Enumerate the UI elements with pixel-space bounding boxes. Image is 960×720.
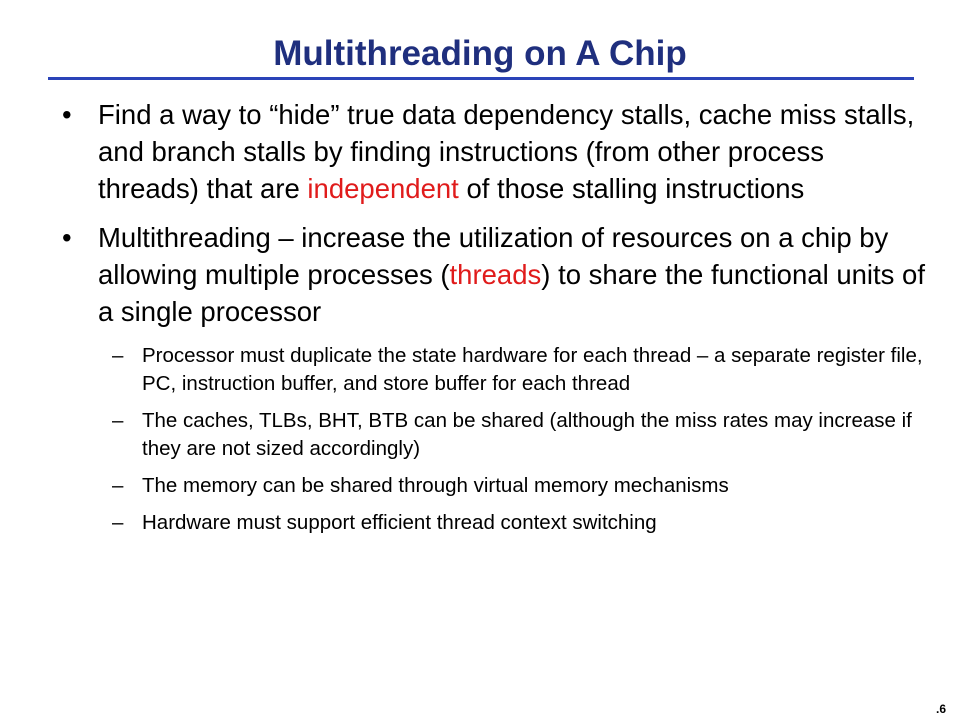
slide-title: Multithreading on A Chip xyxy=(273,34,687,73)
slide-content xyxy=(58,96,928,546)
sub-bullet-text: The caches, TLBs, BHT, BTB can be shared (although the miss rates may increase if they are not sized accordingly) xyxy=(142,409,912,460)
sub-bullet-text: The memory can be shared through virtual memory mechanisms xyxy=(142,474,729,497)
bullet-icon: • xyxy=(62,99,72,130)
sub-bullet-item xyxy=(58,342,928,398)
dash-icon: – xyxy=(112,511,124,534)
sub-bullet-item xyxy=(58,509,928,537)
dash-icon: – xyxy=(112,474,124,497)
bullet-item xyxy=(58,96,928,207)
sub-bullet-text: Processor must duplicate the state hardware for each thread – a separate register file, PC, instruction buffer, and store buffer for each thread xyxy=(142,344,923,395)
highlight-text: threads xyxy=(449,259,542,290)
bullet-text: Find a way to “hide” true data dependency stalls, cache miss stalls, and branch stalls by finding instructions (from other process threads) that are xyxy=(98,99,915,204)
bullet-item xyxy=(58,219,928,330)
sub-bullet-item xyxy=(58,472,928,500)
bullet-text: Multithreading – increase the utilization of resources on a chip by allowing multiple processes ( xyxy=(98,222,889,290)
bullet-text-tail: ) to share the functional units of a single processor xyxy=(98,259,925,327)
highlight-text: independent xyxy=(307,173,459,204)
page-number: .6 xyxy=(935,702,946,716)
dash-icon: – xyxy=(112,409,124,432)
sub-bullet-item xyxy=(58,407,928,463)
bullet-text-tail: of those stalling instructions xyxy=(458,173,805,204)
dash-icon: – xyxy=(112,344,124,367)
bullet-icon: • xyxy=(62,222,72,253)
title-underline xyxy=(48,77,914,80)
sub-bullet-text: Hardware must support efficient thread context switching xyxy=(142,511,657,534)
